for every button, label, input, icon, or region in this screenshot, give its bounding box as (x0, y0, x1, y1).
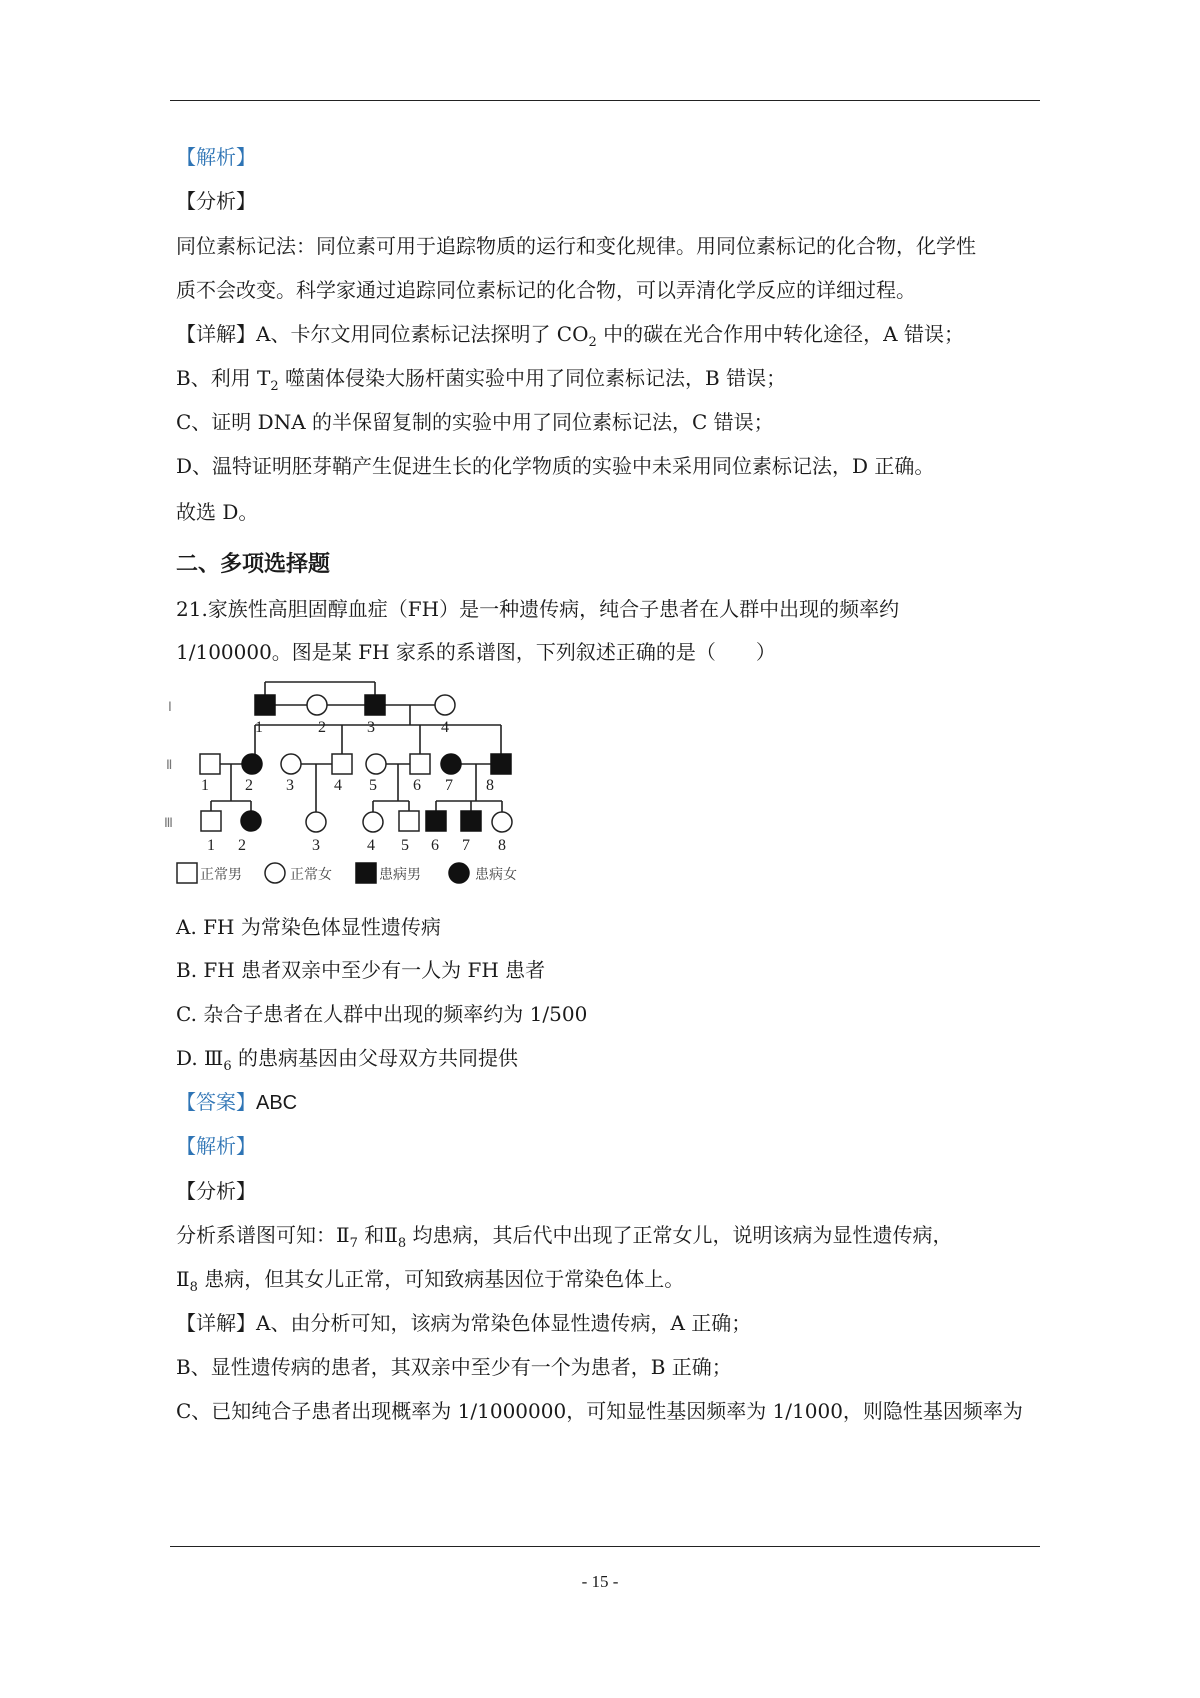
pedigree-individual (242, 754, 262, 774)
individual-number: 3 (367, 719, 375, 736)
fenxi-tag: 【分析】 (176, 1179, 256, 1203)
legend-label: 正常女 (290, 868, 332, 883)
detail-b: B、显性遗传病的患者，其双亲中至少有一个为患者，B 正确； (176, 1355, 732, 1379)
individual-number: 4 (441, 719, 449, 736)
question-text: 21.家族性高胆固醇血症（FH）是一种遗传病，纯合子患者在人群中出现的频率约 (176, 597, 900, 621)
header-rule (170, 100, 1040, 101)
legend-label: 患病女 (475, 868, 517, 883)
pedigree-individual (255, 695, 275, 715)
legend-label: 正常男 (200, 868, 242, 883)
section-heading: 二、多项选择题 (176, 551, 331, 577)
pedigree-individual (307, 695, 327, 715)
option-a: A. FH 为常染色体显性遗传病 (176, 915, 441, 939)
jiexi-tag: 【解析】 (176, 1134, 256, 1158)
individual-number: 7 (462, 837, 470, 854)
detail-a: 【详解】A、卡尔文用同位素标记法探明了 $CO_2$ 中的碳在光合作用中转化途径，A 错误； (176, 322, 964, 350)
analysis-text: 分析系谱图可知：$Ⅱ_7$ 和$Ⅱ_8$ 均患病，其后代中出现了正常女儿，说明该病为显性遗传病， (176, 1223, 953, 1251)
question-text: 1/100000。图是某 FH 家系的系谱图，下列叙述正确的是（ ） (176, 640, 776, 664)
pedigree-individual (332, 754, 352, 774)
analysis-text: 同位素标记法：同位素可用于追踪物质的运行和变化规律。用同位素标记的化合物，化学性 (176, 234, 976, 258)
individual-number: 2 (245, 777, 253, 794)
individual-number: 4 (334, 777, 342, 794)
pedigree-chart (160, 675, 560, 905)
pedigree-individual (281, 754, 301, 774)
legend-label: 患病男 (379, 868, 421, 883)
individual-number: 2 (318, 719, 326, 736)
jiexi-tag: 【解析】 (176, 145, 256, 169)
pedigree-legend (177, 863, 517, 883)
pedigree-individual (491, 754, 511, 774)
pedigree-individual (365, 695, 385, 715)
pedigree-individual (461, 811, 481, 831)
pedigree-individual (366, 754, 386, 774)
pedigree-individual (306, 812, 326, 832)
generation-label: Ⅰ (168, 699, 172, 714)
individual-number: 5 (369, 777, 377, 794)
pedigree-individual (441, 754, 461, 774)
individual-number: 7 (445, 777, 453, 794)
legend-affected-female-symbol (449, 863, 469, 883)
option-c: C. 杂合子患者在人群中出现的频率约为 1/500 (176, 1002, 588, 1026)
pedigree-individual (435, 695, 455, 715)
conclusion: 故选 D。 (176, 500, 259, 524)
individual-number: 4 (367, 837, 375, 854)
individual-number: 6 (431, 837, 439, 854)
pedigree-individual (363, 812, 383, 832)
legend-normal-female-symbol (265, 863, 285, 883)
individual-number: 1 (207, 837, 215, 854)
page-number: - 15 - (581, 1572, 619, 1591)
individual-number: 3 (312, 837, 320, 854)
pedigree-individual (241, 811, 261, 831)
individual-number: 8 (486, 777, 494, 794)
fenxi-tag: 【分析】 (176, 189, 256, 213)
individual-number: 8 (498, 837, 506, 854)
detail-a: 【详解】A、由分析可知，该病为常染色体显性遗传病，A 正确； (176, 1311, 752, 1335)
pedigree-individual (410, 754, 430, 774)
individual-number: 1 (201, 777, 209, 794)
individual-number: 2 (238, 837, 246, 854)
generation-label: Ⅲ (164, 815, 173, 830)
footer-rule (170, 1546, 1040, 1547)
detail-c: C、已知纯合子患者出现概率为 1/1000000，可知显性基因频率为 1/1000，则隐性基因频率为 (176, 1399, 1023, 1423)
individual-number: 5 (401, 837, 409, 854)
pedigree-individual (200, 754, 220, 774)
individual-number: 3 (286, 777, 294, 794)
individual-number: 6 (413, 777, 421, 794)
detail-c: C、证明 DNA 的半保留复制的实验中用了同位素标记法，C 错误； (176, 410, 774, 434)
legend-normal-male-symbol (177, 863, 197, 883)
legend-affected-male-symbol (356, 863, 376, 883)
detail-b: B、利用 $T_2$ 噬菌体侵染大肠杆菌实验中用了同位素标记法，B 错误； (176, 366, 787, 394)
pedigree-individual (492, 812, 512, 832)
answer-tag: 【答案】 (176, 1090, 256, 1114)
pedigree-individual (399, 811, 419, 831)
analysis-text: $Ⅱ_8$ 患病，但其女儿正常，可知致病基因位于常染色体上。 (176, 1267, 685, 1295)
option-d: D. $Ⅲ_6$ 的患病基因由父母双方共同提供 (176, 1046, 518, 1074)
pedigree-individual (426, 811, 446, 831)
answer-value: ABC (256, 1092, 298, 1114)
individual-number: 1 (255, 719, 263, 736)
generation-label: Ⅱ (166, 757, 173, 772)
analysis-text: 质不会改变。科学家通过追踪同位素标记的化合物，可以弄清化学反应的详细过程。 (176, 278, 916, 302)
answer (176, 1088, 297, 1117)
detail-d: D、温特证明胚芽鞘产生促进生长的化学物质的实验中未采用同位素标记法，D 正确。 (176, 454, 935, 478)
option-b: B. FH 患者双亲中至少有一人为 FH 患者 (176, 958, 546, 982)
pedigree-individual (201, 811, 221, 831)
